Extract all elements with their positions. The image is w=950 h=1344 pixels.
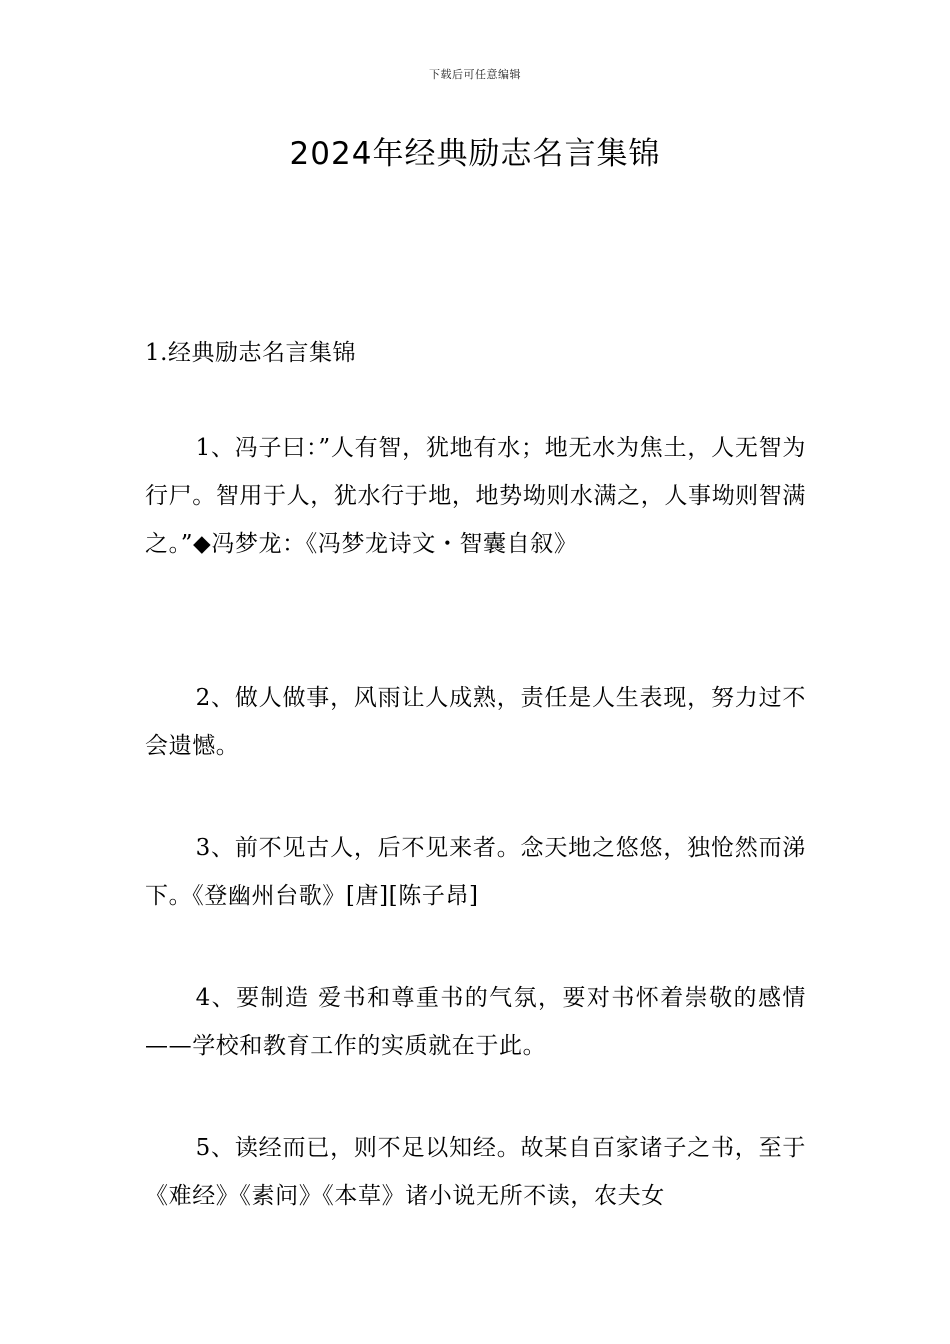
header-note: 下载后可任意编辑 (429, 68, 521, 81)
quote-paragraph-3: 3、前不见古人，后不见来者。念天地之悠悠，独怆然而涕下。《登幽州台歌》[唐][陈子昂] (145, 835, 806, 909)
quote-paragraph-5: 5、读经而已，则不足以知经。故某自百家诸子之书，至于《难经》《素问》《本草》诸小说无所不读，农夫女 (145, 1135, 806, 1209)
section-heading: 1.经典励志名言集锦 (145, 340, 356, 366)
quote-paragraph-4: 4、要制造 爱书和尊重书的气氛，要对书怀着崇敬的感情——学校和教育工作的实质就在于此。 (145, 985, 806, 1059)
quote-paragraph-1: 1、冯子曰：”人有智，犹地有水；地无水为焦土，人无智为行尸。智用于人，犹水行于地，地势坳则水满之，人事坳则智满之。”◆冯梦龙：《冯梦龙诗文・智囊自叙》 (145, 435, 806, 557)
quote-paragraph-2: 2、做人做事，风雨让人成熟，责任是人生表现，努力过不会遗憾。 (145, 685, 806, 759)
document-title: 2024年经典励志名言集锦 (289, 136, 661, 172)
